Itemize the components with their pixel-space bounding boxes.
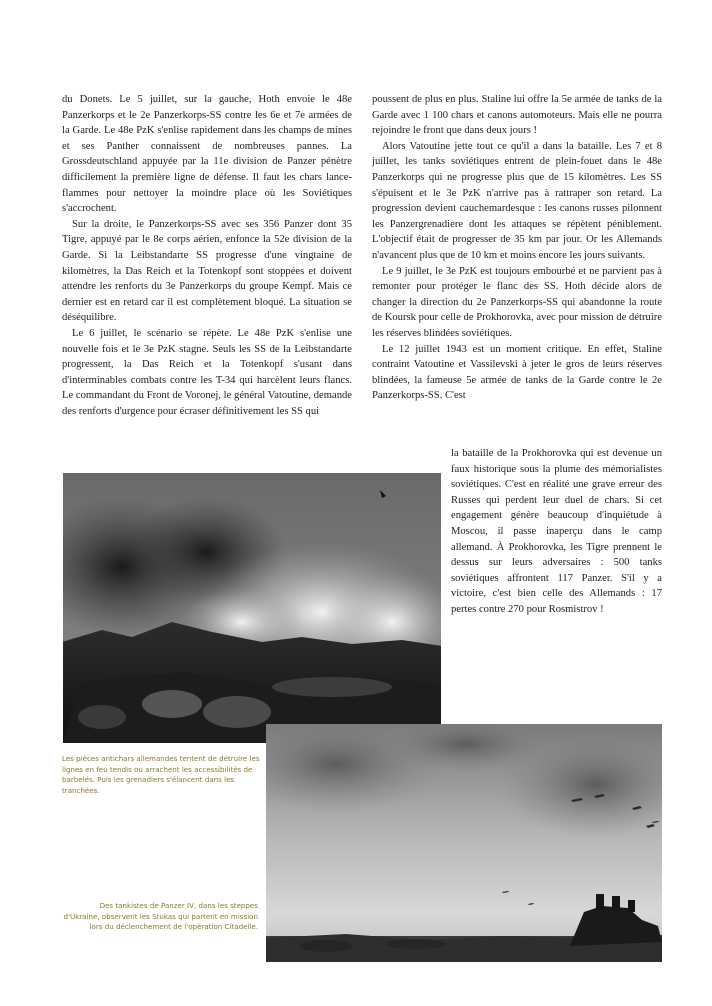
- text-column-right-narrow: [451, 446, 662, 618]
- text-column-left: [62, 92, 352, 419]
- steppe-panzer-stukas-photo: [266, 724, 662, 962]
- photo-caption: Des tankistes de Panzer IV, dans les steppes d'Ukraine, observent les Stukas qui partent en mission lors du déclenchement de l'opération Citadelle.: [63, 901, 258, 932]
- paragraph: poussent de plus en plus. Staline lui offre la 5e armée de tanks de la Garde avec 1 100 chars et canons automoteurs. Mais elle ne pourra rejoindre le front que dans deux jours !: [372, 94, 662, 137]
- battlefield-smoke-photo: [62, 472, 442, 744]
- text-column-right: [372, 92, 662, 404]
- paragraph: la bataille de la Prokhorovka qui est devenue un faux historique sous la plume des mémorialistes soviétiques. C'est en réalité une grave erreur des Russes qui perdent leur duel de chars. Si cet engagement génère beaucoup d'inquiétude à Moscou, il passe inaperçu dans le camp allemand. À Prokhorovka, les Tigre prennent le dessus sur leurs adversaires : 500 tanks soviétiques affrontent 117 Panzer. S'il y a victoire, c'est bien celle des Allemands : 17 pertes contre 270 pour Rosmistrov !: [451, 448, 662, 615]
- paragraph: Le 12 juillet 1943 est un moment critique. En effet, Staline contraint Vatoutine et Vassilevski à jeter le gros de leurs réserves blindées, la fameuse 5e armée de tanks de la Garde contre le 2e Panzerkorps-SS. C'est: [372, 343, 662, 402]
- paragraph: Le 9 juillet, le 3e PzK est toujours embourbé et ne parvient pas à remonter pour protéger le flanc des SS. Hoth décide alors de changer la direction du 2e Panzerkorps-SS qui abandonne la route de Koursk pour celle de Prokhorovka, avec pour mission de détruire les réserves blindées soviétiques.: [372, 265, 662, 339]
- paragraph: du Donets. Le 5 juillet, sur la gauche, Hoth envoie le 48e Panzerkorps et le 2e Panzerkorps-SS contre les 6e et 7e armées de la Garde. Le 48e PzK s'enlise rapidement dans les champs de mines et ses Panther connaissent de nombreuses pannes. La Grossdeutschland appuyée par la 11e division de Panzer pénètre difficilement la première ligne de défense. Il faut les chars lance-flammes pour nettoyer la moindre place où les Soviétiques s'accrochent.: [62, 94, 352, 215]
- paragraph: Alors Vatoutine jette tout ce qu'il a dans la bataille. Les 7 et 8 juillet, les tanks soviétiques entrent de plein-fouet dans le 48e Panzerkorps qui ne progresse plus que de 15 kilomètres. Les SS s'épuisent et le 3e PzK n'arrive pas à rattraper son retard. La progression devient cauchemardesque : les canons russes pilonnent les Panzergrenadiere dont les attaques se répètent péniblement. L'objectif était de progresser de 35 km par jour. Or les Allemands n'avancent plus que de 10 km et moins encore les jours suivants.: [372, 140, 662, 261]
- paragraph: Sur la droite, le Panzerkorps-SS avec ses 356 Panzer dont 35 Tigre, appuyé par le 8e corps aérien, enfonce la 52e division de la Garde. Si la Leibstandarte SS progresse d'une vingtaine de kilomètres, la Das Reich et la Totenkopf sont stoppées et doivent attendre les renforts du 3e Panzerkorps du groupe Kempf. Mais ce dernier est en retard car il est complètement bloqué. La situation se déséquilibre.: [62, 218, 352, 324]
- paragraph: Le 6 juillet, le scénario se répète. Le 48e PzK s'enlise une nouvelle fois et le 3e PzK stagne. Seuls les SS de la Leibstandarte progressent, la Das Reich et la Totenkopf s'usant dans d'interminables combats contre les T-34 qui harcèlent leurs flancs. Le commandant du Front de Voronej, le général Vatoutine, demande des renforts d'urgence pour écraser définitivement les SS qui: [62, 327, 352, 417]
- photo-caption: Les pièces antichars allemandes tentent de détruire les lignes en feu tendis ou arrachent les accessibilités de barbelés. Puis les grenadiers s'élancent dans les tranchées.: [62, 754, 260, 795]
